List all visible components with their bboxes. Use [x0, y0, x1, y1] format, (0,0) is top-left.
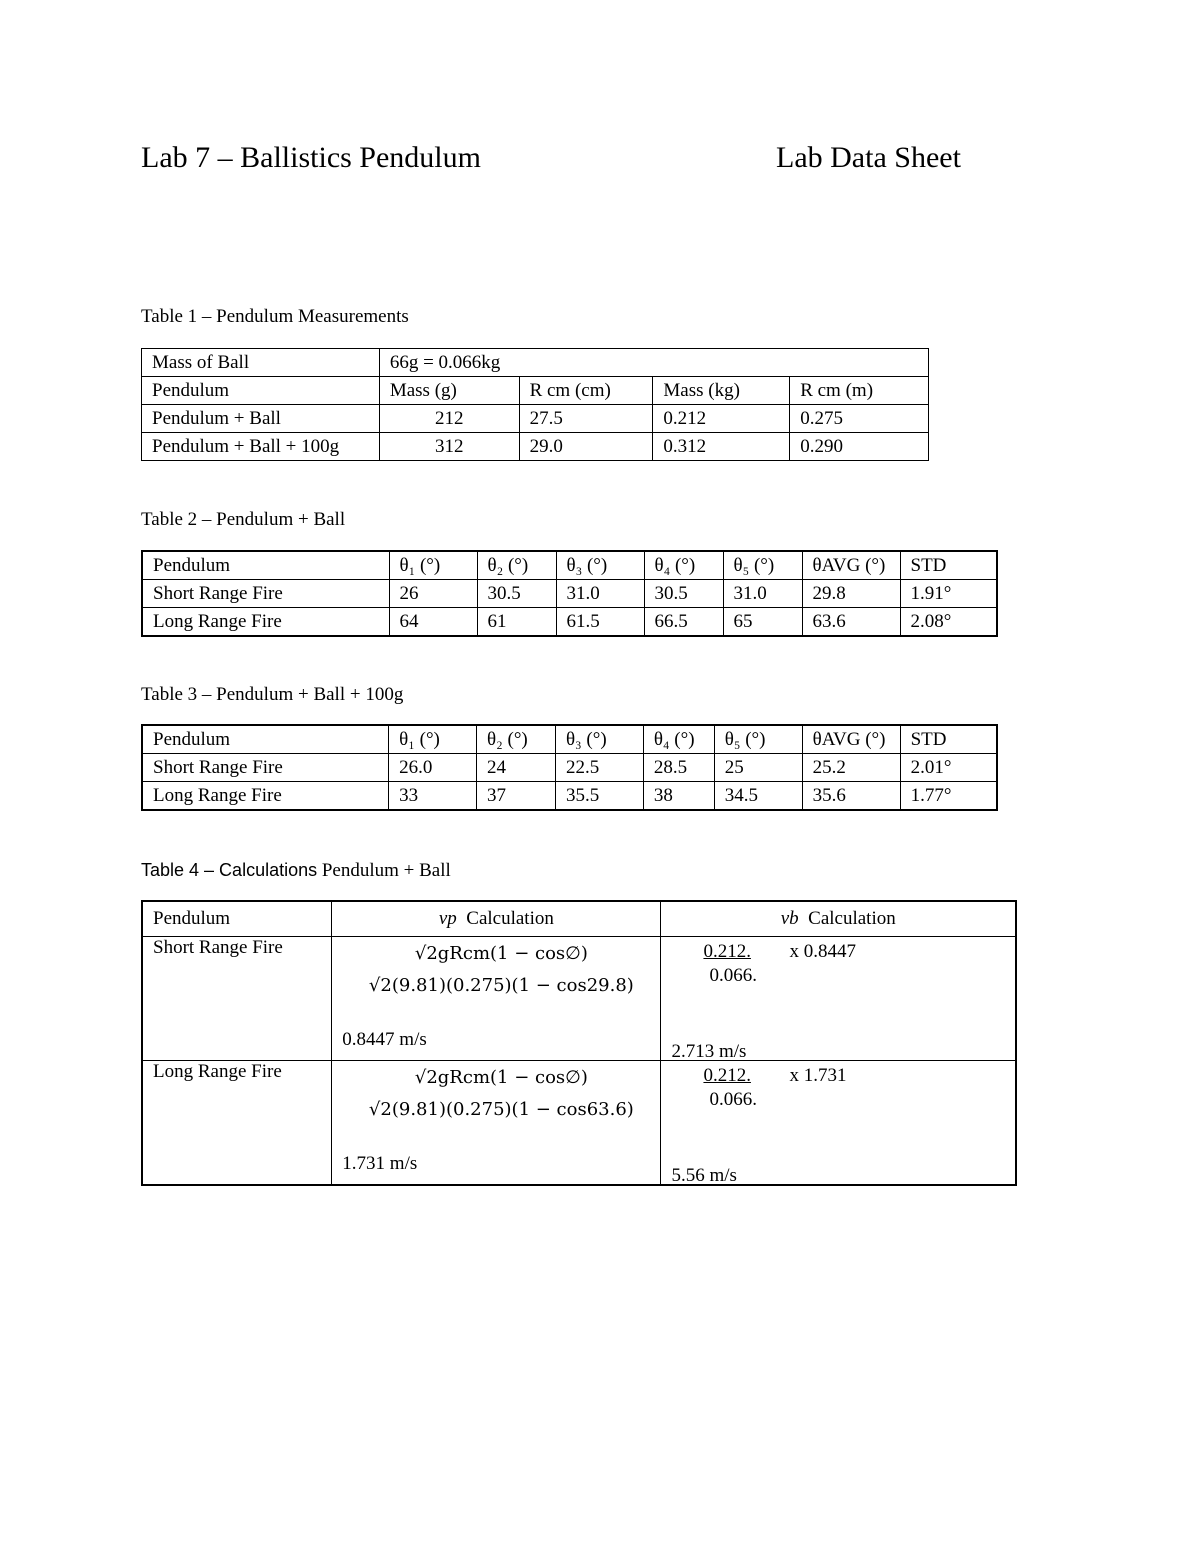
table-row	[142, 1061, 1016, 1186]
table-cell: 30.5	[644, 580, 723, 608]
vp-formula-generic: √2gRcm(1 − cos∅)	[414, 943, 588, 964]
table-cell: 26.0	[389, 754, 477, 782]
table-cell: 35.5	[555, 782, 643, 811]
table-cell: 63.6	[802, 608, 900, 637]
column-header: Pendulum	[142, 725, 389, 754]
vp-calc-box	[342, 937, 660, 1060]
column-header: θ₃ (°)	[555, 725, 643, 754]
column-header: θAVG (°)	[802, 551, 900, 580]
vb-calc-box	[671, 937, 1015, 1060]
table-cell: 33	[389, 782, 477, 811]
vb-multiplier: x 0.8447	[789, 941, 856, 962]
table1-caption: Table 1 – Pendulum Measurements	[141, 306, 409, 327]
vp-formula-generic: √2gRcm(1 − cos∅)	[414, 1067, 588, 1088]
table-cell: 37	[477, 782, 556, 811]
table-cell: 31.0	[723, 580, 802, 608]
table-cell: 1.77°	[900, 782, 997, 811]
vp-result: 0.8447 m/s	[342, 1029, 427, 1050]
table-cell: 64	[389, 608, 477, 637]
table-header-row	[142, 901, 1016, 937]
table-header-row	[142, 551, 997, 580]
table-cell: 34.5	[714, 782, 802, 811]
table2-caption: Table 2 – Pendulum + Ball	[141, 509, 346, 530]
table-cell: 61	[477, 608, 556, 637]
vp-result: 1.731 m/s	[342, 1153, 418, 1174]
vp-calculation-cell	[332, 937, 661, 1061]
calculations-table	[141, 900, 1017, 1186]
column-header: Mass (kg)	[653, 377, 790, 405]
column-header: θ₁ (°)	[389, 725, 477, 754]
vp-calculation-cell	[332, 1061, 661, 1186]
table-cell: Short Range Fire	[142, 580, 389, 608]
table-row	[142, 405, 929, 433]
mass-of-ball-label: Mass of Ball	[142, 349, 380, 377]
table-row	[142, 754, 997, 782]
table4-caption	[141, 860, 451, 882]
column-header: Pendulum	[142, 551, 389, 580]
table-cell: 31.0	[556, 580, 644, 608]
table-cell: 1.91°	[900, 580, 997, 608]
vp-header-label: Calculation	[466, 908, 554, 929]
column-header: Pendulum	[142, 901, 332, 937]
vb-denominator: 0.066.	[709, 965, 757, 986]
vp-calc-box	[342, 1061, 660, 1184]
pendulum-ball-100g-angles-table	[141, 724, 998, 811]
column-header: θ₄ (°)	[643, 725, 714, 754]
table-header-row	[142, 377, 929, 405]
table-cell: 22.5	[555, 754, 643, 782]
column-header: R cm (cm)	[519, 377, 653, 405]
vb-calculation-cell	[661, 937, 1016, 1061]
table-row	[142, 937, 1016, 1061]
table-row	[142, 349, 929, 377]
table-cell: 212	[379, 405, 519, 433]
table-cell: 66.5	[644, 608, 723, 637]
table-cell: 38	[643, 782, 714, 811]
table-cell: 28.5	[643, 754, 714, 782]
table-cell: Long Range Fire	[142, 782, 389, 811]
table-cell: 65	[723, 608, 802, 637]
table-cell: 35.6	[802, 782, 900, 811]
table-cell: 312	[379, 433, 519, 461]
column-header: STD	[900, 725, 997, 754]
vb-numerator: 0.212.	[703, 1065, 751, 1086]
vb-numerator: 0.212.	[703, 941, 751, 962]
table-cell: 61.5	[556, 608, 644, 637]
table-row	[142, 608, 997, 637]
column-header: θ₃ (°)	[556, 551, 644, 580]
vb-calc-box	[671, 1061, 1015, 1184]
column-header: θ₄ (°)	[644, 551, 723, 580]
table-cell: 27.5	[519, 405, 653, 433]
table-cell: 29.0	[519, 433, 653, 461]
page-title: Lab 7 – Ballistics Pendulum	[141, 141, 481, 174]
row-label: Short Range Fire	[142, 937, 332, 1061]
table-cell: 0.290	[790, 433, 929, 461]
vb-denominator: 0.066.	[709, 1089, 757, 1110]
table-cell: Pendulum + Ball	[142, 405, 380, 433]
vb-result: 2.713 m/s	[671, 1041, 747, 1062]
vp-symbol: vp	[438, 908, 457, 929]
column-header: θ₂ (°)	[477, 725, 556, 754]
table-cell: 24	[477, 754, 556, 782]
column-header: Pendulum	[142, 377, 380, 405]
table-row	[142, 433, 929, 461]
vb-symbol: vb	[780, 908, 799, 929]
table-cell: 2.01°	[900, 754, 997, 782]
column-header: R cm (m)	[790, 377, 929, 405]
column-header: Mass (g)	[379, 377, 519, 405]
column-header: θ₅ (°)	[714, 725, 802, 754]
table-cell: Long Range Fire	[142, 608, 389, 637]
vb-calculation-cell	[661, 1061, 1016, 1186]
table-cell: 0.312	[653, 433, 790, 461]
table4-caption-prefix: Table 4 – Calculations	[141, 860, 318, 880]
column-header: STD	[900, 551, 997, 580]
table-cell: Pendulum + Ball + 100g	[142, 433, 380, 461]
column-header: θ₂ (°)	[477, 551, 556, 580]
vb-result: 5.56 m/s	[671, 1165, 737, 1186]
mass-of-ball-value: 66g = 0.066kg	[379, 349, 928, 377]
table4-caption-suffix: Pendulum + Ball	[317, 860, 451, 881]
table-cell: 26	[389, 580, 477, 608]
column-header: θ₁ (°)	[389, 551, 477, 580]
table-cell: Short Range Fire	[142, 754, 389, 782]
pendulum-ball-angles-table	[141, 550, 998, 637]
table-row	[142, 580, 997, 608]
table3-caption: Table 3 – Pendulum + Ball + 100g	[141, 684, 404, 705]
column-header: θAVG (°)	[802, 725, 900, 754]
table-cell: 2.08°	[900, 608, 997, 637]
vb-calculation-header	[661, 901, 1016, 937]
vb-header-label: Calculation	[808, 908, 896, 929]
row-label: Long Range Fire	[142, 1061, 332, 1186]
vb-multiplier: x 1.731	[789, 1065, 847, 1086]
table-row	[142, 782, 997, 811]
vp-calculation-header	[332, 901, 661, 937]
column-header: θ₅ (°)	[723, 551, 802, 580]
table-cell: 29.8	[802, 580, 900, 608]
table-cell: 30.5	[477, 580, 556, 608]
pendulum-measurements-table	[141, 348, 929, 461]
table-cell: 25.2	[802, 754, 900, 782]
table-header-row	[142, 725, 997, 754]
table-cell: 0.212	[653, 405, 790, 433]
vp-formula-numeric: √2(9.81)(0.275)(1 − cos63.6)	[368, 1099, 634, 1120]
vp-formula-numeric: √2(9.81)(0.275)(1 − cos29.8)	[368, 975, 634, 996]
page-subtitle: Lab Data Sheet	[776, 141, 961, 174]
table-cell: 0.275	[790, 405, 929, 433]
table-cell: 25	[714, 754, 802, 782]
